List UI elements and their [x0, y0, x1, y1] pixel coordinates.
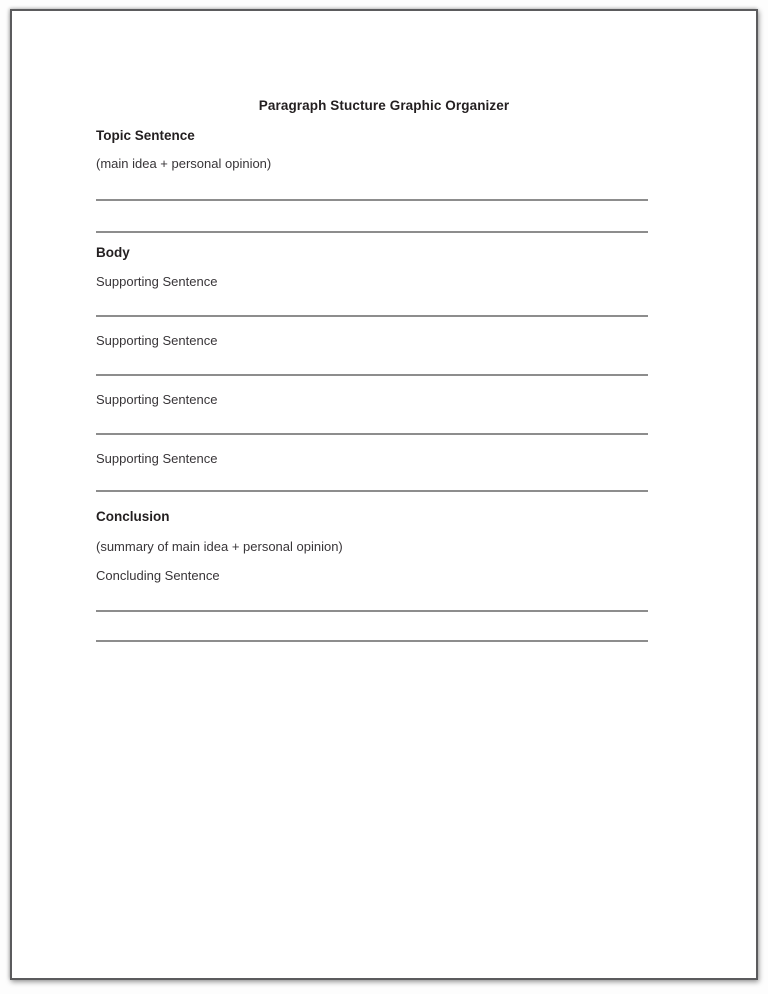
supporting-write-line: [96, 315, 648, 317]
conclusion-write-line: [96, 610, 648, 612]
topic-write-line: [96, 231, 648, 233]
page-title: Paragraph Stucture Graphic Organizer: [258, 98, 510, 113]
topic-sentence-hint: (main idea + personal opinion): [96, 156, 272, 171]
concluding-sentence-label: Concluding Sentence: [96, 568, 220, 583]
conclusion-hint: (summary of main idea + personal opinion): [96, 539, 343, 554]
supporting-sentence-label: Supporting Sentence: [96, 333, 218, 348]
supporting-sentence-label: Supporting Sentence: [96, 392, 218, 407]
conclusion-heading: Conclusion: [96, 509, 170, 524]
supporting-sentence-label: Supporting Sentence: [96, 274, 218, 289]
supporting-write-line: [96, 490, 648, 492]
supporting-write-line: [96, 374, 648, 376]
topic-write-line: [96, 199, 648, 201]
body-heading: Body: [96, 245, 130, 260]
supporting-sentence-label: Supporting Sentence: [96, 451, 218, 466]
supporting-write-line: [96, 433, 648, 435]
conclusion-write-line: [96, 640, 648, 642]
worksheet-page: [10, 9, 758, 980]
topic-sentence-heading: Topic Sentence: [96, 128, 195, 143]
